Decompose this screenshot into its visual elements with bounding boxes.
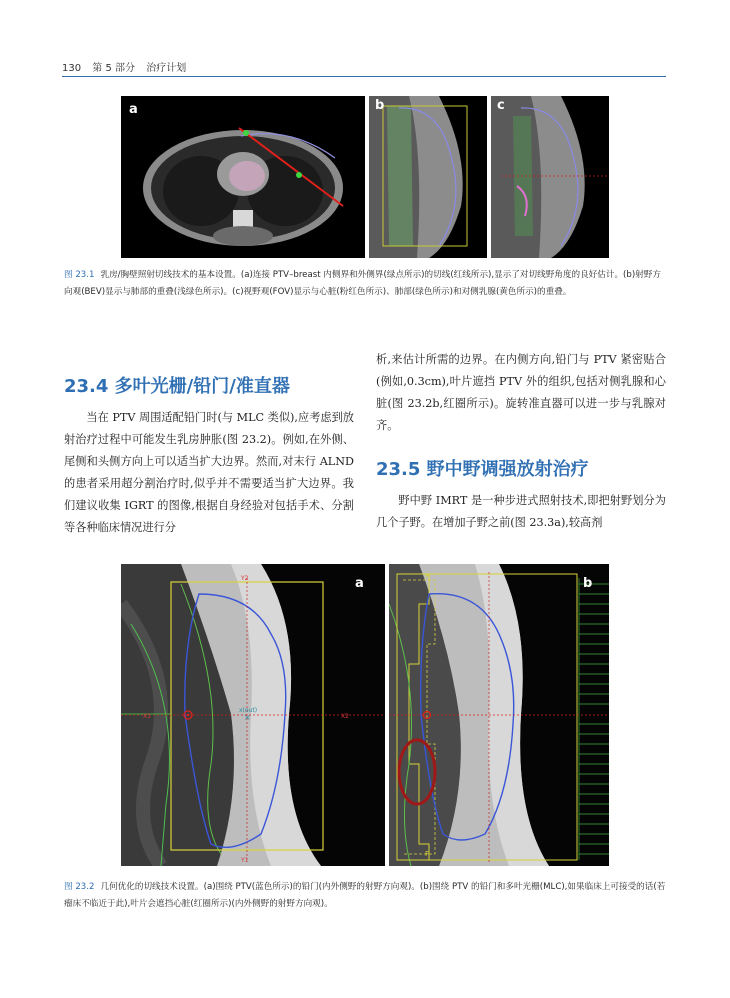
section-heading-23-5: 23.5 野中野调强放射治疗 — [376, 459, 589, 480]
figure-23-1-panel-b — [369, 96, 487, 258]
right-column-text-2 — [376, 490, 666, 534]
leaf-label-h: H — [425, 572, 431, 580]
panel-label-b: b — [583, 576, 593, 591]
left-column-text — [64, 407, 354, 539]
panel-label-c: c — [497, 98, 505, 113]
jaw-label-y2: Y2 — [241, 575, 249, 582]
figure-23-1-panel-a — [121, 96, 365, 258]
header-rule — [62, 76, 666, 77]
paragraph: 当在 PTV 周围适配铅门时(与 MLC 类似),应考虑到放射治疗过程中可能发生乳房肿胀(图 23.2)。例如,在外侧、尾侧和头侧方向上可以适当扩大边界。然而,对末行 ALND 的患者采用超分割治疗时,似乎并不需要适当扩大边界。我们建议收集 IGRT 的图像,根据自身经验对包括手术、分割等各种临床情况进行分 — [64, 411, 354, 534]
bev-panel-b-image — [389, 564, 609, 866]
fov-image — [491, 96, 609, 258]
paragraph-continuation: 析,来估计所需的边界。在内侧方向,铅门与 PTV 紧密贴合(例如,0.3cm),叶片遮挡 PTV 外的组织,包括对侧乳腺和心脏(图 23.2b,红圈所示)。旋转准直器可以进一步与乳腺对齐。 — [376, 353, 666, 432]
caption-number: 图 23.2 — [64, 882, 95, 892]
figure-23-2-caption — [64, 879, 668, 913]
part-label: 第 5 部分 — [92, 63, 136, 74]
right-column-text — [376, 349, 666, 437]
figure-23-2 — [121, 564, 609, 866]
leaf-label-f: F — [425, 850, 430, 858]
figure-23-1 — [121, 96, 609, 258]
panel-label-a: a — [355, 576, 364, 591]
caption-number: 图 23.1 — [64, 270, 95, 280]
figure-23-1-panel-c — [491, 96, 609, 258]
paragraph: 野中野 IMRT 是一种步进式照射技术,即把射野划分为几个子野。在增加子野之前(图 23.3a),较高剂 — [376, 494, 666, 529]
bev-image — [369, 96, 487, 258]
panel-label-a: a — [129, 102, 138, 117]
page-number: 130 — [62, 63, 82, 74]
caption-text: 几何优化的切线技术设置。(a)围绕 PTV(蓝色所示)的铅门(内外侧野的射野方向观)。(b)围绕 PTV 的铅门和多叶光栅(MLC),如果临床上可接受的话(若瘤床不临近于此),叶片会遮挡心脏(红圈所示)(内外侧野的射野方向观)。 — [64, 882, 666, 909]
part-title: 治疗计划 — [146, 63, 187, 74]
jaw-label-y1: Y1 — [241, 857, 249, 864]
calc-point-cross: × — [244, 713, 251, 722]
figure-23-1-caption — [64, 267, 668, 301]
figure-23-2-panel-b — [389, 564, 609, 866]
jaw-label-x2: X2 — [341, 713, 349, 720]
ct-axial-image — [121, 96, 365, 258]
caption-text: 乳房/胸壁照射切线技术的基本设置。(a)连接 PTV–breast 内侧界和外侧界(绿点所示)的切线(红线所示),显示了对切线野角度的良好估计。(b)射野方向观(BEV)显示与肺部的重叠(浅绿色所示)。(c)视野观(FOV)显示与心脏(粉红色所示)、肺部(绿色所示)和对侧乳腺(黄色所示)的重叠。 — [64, 270, 661, 297]
panel-label-b: b — [375, 98, 385, 113]
calc-point-label: x(out) — [239, 707, 258, 714]
jaw-label-x1: X1 — [143, 713, 151, 720]
figure-23-2-panel-a — [121, 564, 385, 866]
section-heading-23-4: 23.4 多叶光栅/铅门/准直器 — [64, 376, 290, 397]
bev-panel-a-image — [121, 564, 385, 866]
running-header — [62, 59, 194, 74]
